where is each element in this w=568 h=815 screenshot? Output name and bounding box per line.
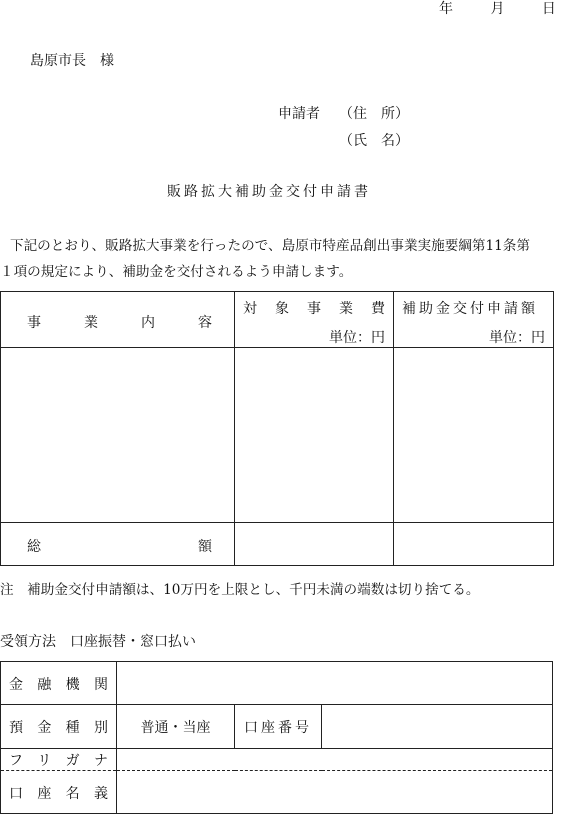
note: 注 補助金交付申請額は、10万円を上限とし、千円未満の端数は切り捨てる。 — [0, 582, 480, 598]
account-holder-value-cell[interactable] — [117, 771, 553, 814]
furigana-char: ナ — [93, 753, 108, 769]
total-label-char: 額 — [198, 539, 212, 555]
col-header-cost — [235, 292, 394, 348]
col-header-cost-char: 業 — [339, 301, 353, 317]
account-number-value-cell[interactable] — [322, 705, 553, 749]
account-holder-char: 名 — [65, 786, 80, 802]
total-cost-cell[interactable] — [235, 523, 394, 566]
bank-value-cell[interactable] — [117, 662, 553, 705]
deposit-type-value: 普通・当座 — [140, 720, 211, 736]
col-header-cost-char: 事 — [307, 301, 321, 317]
bank-table — [0, 661, 553, 814]
applicant-label: 申請者 — [278, 106, 320, 122]
furigana-char: ガ — [65, 753, 80, 769]
applicant-name: （氏 名） — [339, 133, 409, 149]
col-header-content-char: 容 — [198, 315, 212, 331]
col-header-content-char: 業 — [84, 315, 98, 331]
cost-cell[interactable] — [235, 348, 394, 523]
total-label-char: 総 — [27, 539, 41, 555]
col-header-cost-char: 費 — [371, 301, 385, 317]
body-line-2: １項の規定により、補助金を交付されるよう申請します。 — [0, 264, 353, 280]
col-header-content-char: 事 — [27, 315, 41, 331]
bank-label-char: 機 — [65, 677, 80, 693]
body-line-1: 下記のとおり、販路拡大事業を行ったので、島原市特産品創出事業実施要綱第11条第 — [10, 238, 530, 254]
deposit-type-char: 別 — [93, 720, 108, 736]
account-number-label-cell — [235, 705, 322, 749]
account-holder-label-cell — [1, 771, 117, 814]
receipt-method: 受領方法 口座振替・窓口払い — [0, 634, 196, 650]
col-header-content — [1, 292, 235, 348]
date-month: 月 — [490, 1, 505, 17]
furigana-char: リ — [37, 753, 52, 769]
deposit-type-char: 種 — [65, 720, 80, 736]
unit-label: 単位：円 — [329, 330, 385, 346]
account-holder-char: 座 — [37, 786, 52, 802]
furigana-char: フ — [9, 753, 23, 769]
account-holder-char: 口 — [9, 786, 23, 802]
page-title: 販路拡大補助金交付申請書 — [167, 184, 371, 200]
bank-label-char: 関 — [93, 677, 108, 693]
deposit-type-label-cell — [1, 705, 117, 749]
bank-label-char: 融 — [37, 677, 52, 693]
total-amount-cell[interactable] — [394, 523, 554, 566]
content-cell[interactable] — [1, 348, 235, 523]
deposit-type-char: 金 — [37, 720, 52, 736]
col-header-amount-text: 補助金交付申請額 — [402, 301, 538, 317]
date-line — [439, 0, 556, 18]
col-header-cost-char: 象 — [275, 301, 289, 317]
amount-cell[interactable] — [394, 348, 554, 523]
furigana-label-cell — [1, 749, 117, 771]
col-header-content-char: 内 — [141, 315, 155, 331]
deposit-type-value-cell[interactable] — [117, 705, 235, 749]
furigana-value-cell[interactable] — [117, 749, 553, 771]
col-header-amount — [394, 292, 554, 348]
date-year: 年 — [439, 1, 453, 17]
date-day: 日 — [541, 1, 556, 17]
bank-label-cell — [1, 662, 117, 705]
bank-label-char: 金 — [9, 677, 23, 693]
deposit-type-char: 預 — [9, 720, 23, 736]
applicant-address: （住 所） — [339, 106, 409, 122]
account-holder-char: 義 — [93, 786, 108, 802]
addressee: 島原市長 様 — [30, 53, 114, 69]
account-number-label: 口座番号 — [244, 720, 312, 736]
application-table — [0, 291, 554, 566]
col-header-cost-char: 対 — [243, 301, 257, 317]
total-label-cell — [1, 523, 235, 566]
unit-label: 単位：円 — [489, 330, 545, 346]
